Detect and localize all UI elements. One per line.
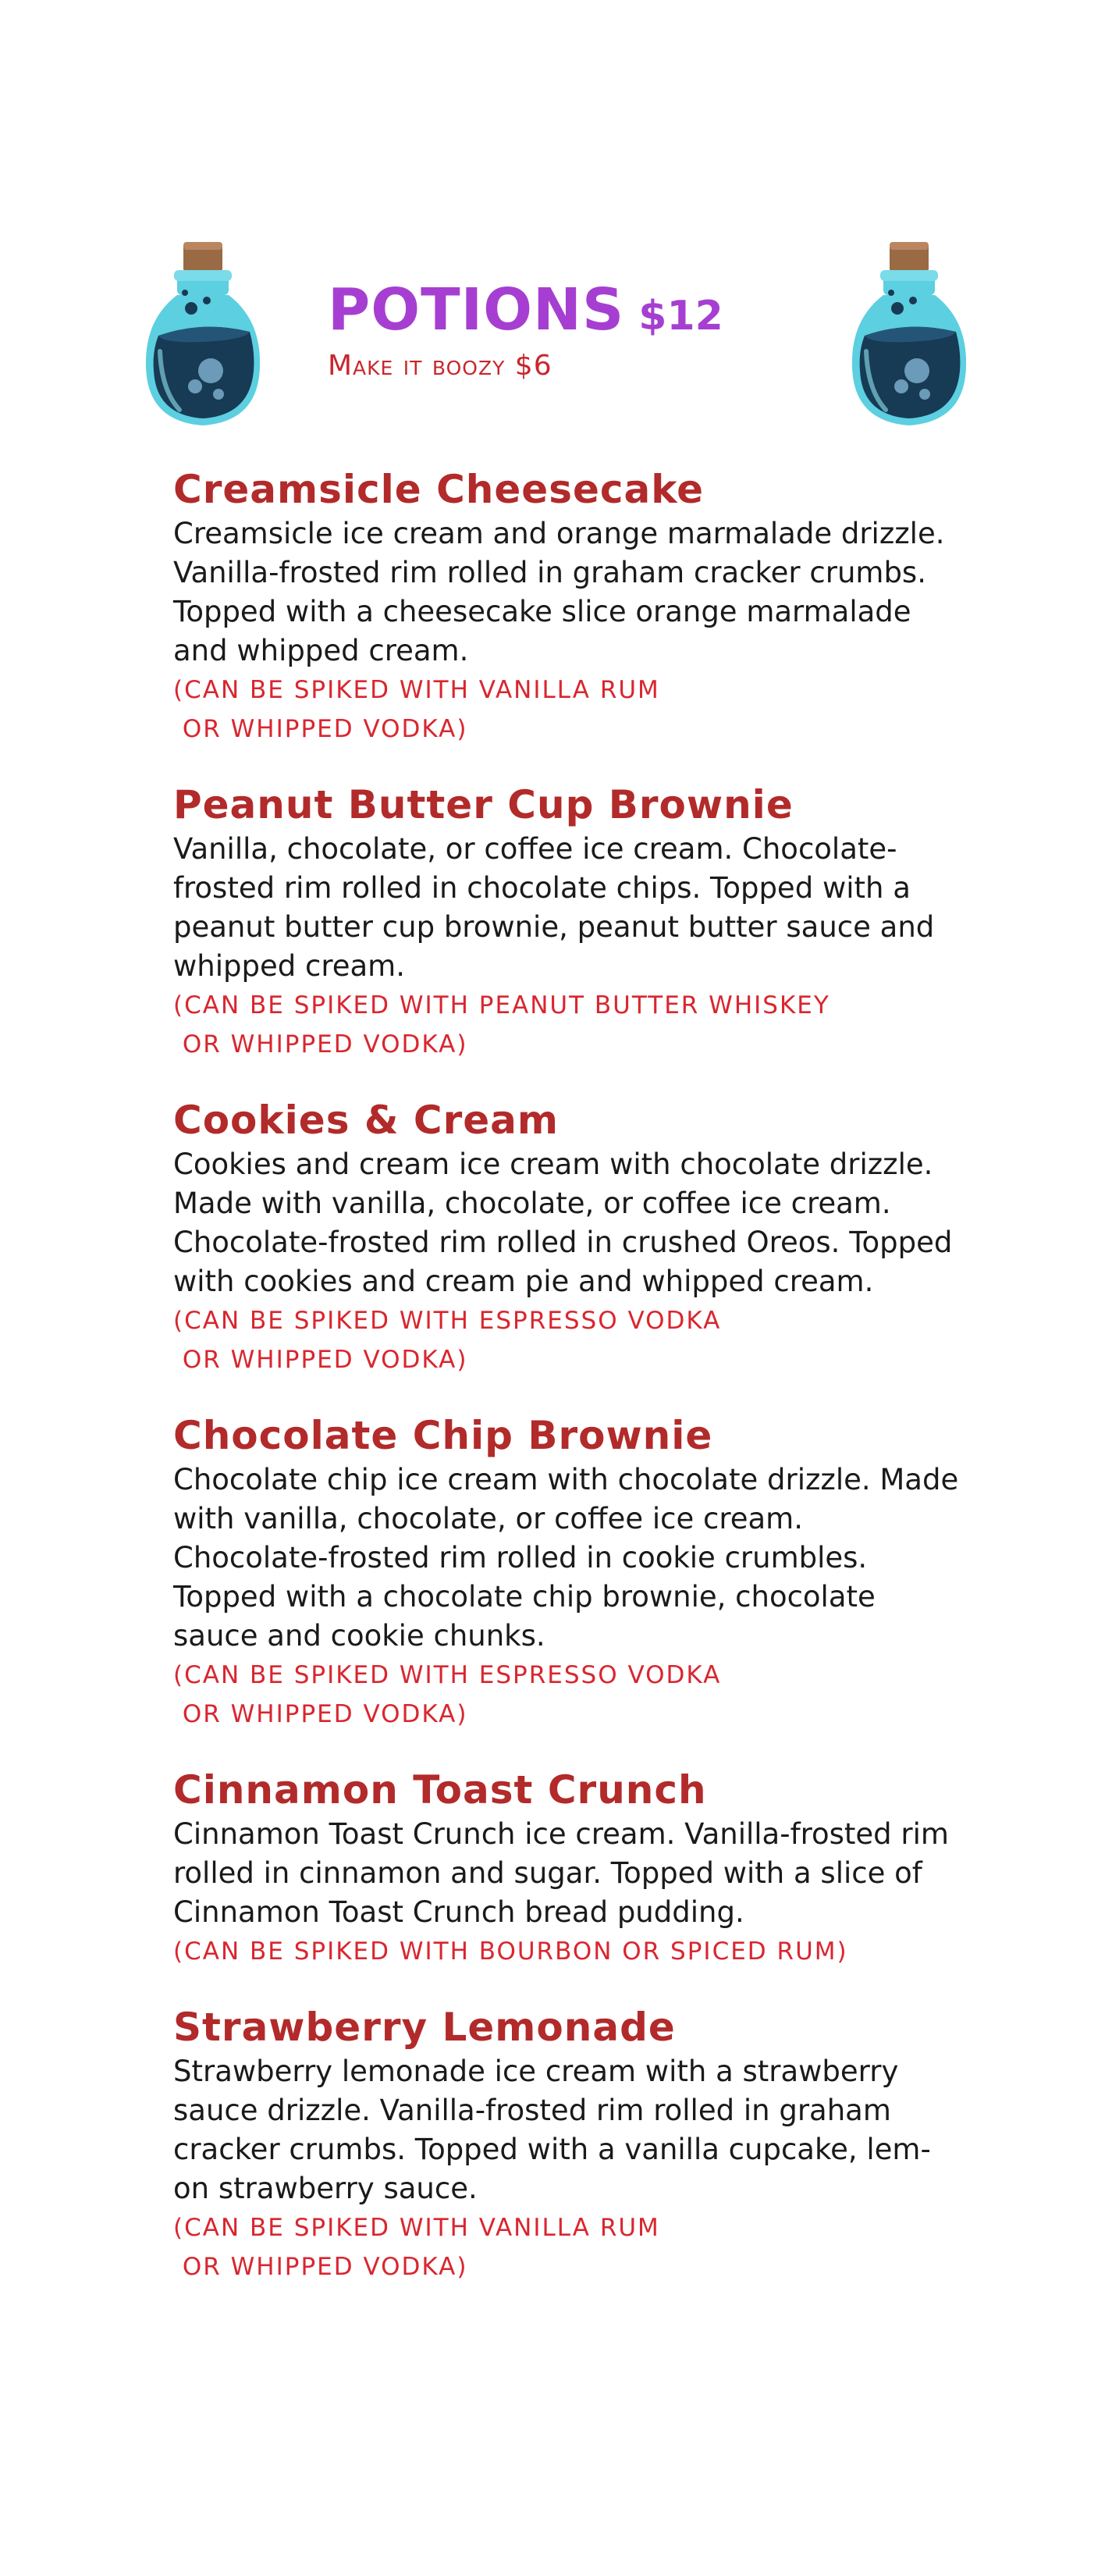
item-description: Strawberry lemonade ice cream with a strawberry sauce drizzle. Vanilla-frosted rim rolled in graham cracker crumbs. Topped with a vanilla cupcake, lem-on strawberry sauce. [173,2055,931,2205]
item-spike-note: (CAN BE SPIKED WITH PEANUT BUTTER WHISKEY OR WHIPPED VODKA) [173,991,830,1059]
menu-item [173,780,969,1064]
item-name: Peanut Butter Cup Brownie [173,782,794,827]
page-title: POTIONS [328,276,625,343]
item-description: Cinnamon Toast Crunch ice cream. Vanilla-frosted rim rolled in cinnamon and sugar. Topped with a slice of Cinnamon Toast Crunch bread pudding. [173,1817,949,1929]
potion-bottle-icon [137,234,269,437]
menu-list [173,464,969,2318]
item-description: Chocolate chip ice cream with chocolate drizzle. Made with vanilla, chocolate, or coffee ice cream. Chocolate-frosted rim rolled in cookie crumbles. Topped with a chocolate chip brownie, chocolate sauce and cookie chunks. [173,1463,959,1653]
item-description: Cookies and cream ice cream with chocolate drizzle. Made with vanilla, chocolate, or coffee ice cream. Chocolate-frosted rim rolled in crushed Oreos. Topped with cookies and cream pie and whipped cream. [173,1147,953,1298]
menu-item [173,464,969,749]
menu-item [173,1765,969,1971]
item-description: Creamsicle ice cream and orange marmalade drizzle. Vanilla-frosted rim rolled in graham cracker crumbs. Topped with a cheesecake slice orange marmalade and whipped cream. [173,517,945,667]
item-description: Vanilla, chocolate, or coffee ice cream. Chocolate-frosted rim rolled in chocolate chips. Topped with a peanut butter cup brownie, peanut butter sauce and whipped cream. [173,832,935,983]
item-name: Creamsicle Cheesecake [173,467,705,512]
item-spike-note: (CAN BE SPIKED WITH ESPRESSO VODKA OR WHIPPED VODKA) [173,1307,722,1374]
item-spike-note: (CAN BE SPIKED WITH BOURBON OR SPICED RUM) [173,1937,848,1966]
item-name: Strawberry Lemonade [173,2005,676,2050]
menu-item [173,2002,969,2286]
boozy-upgrade-note: Make it boozy $6 [328,350,552,382]
item-spike-note: (CAN BE SPIKED WITH VANILLA RUM OR WHIPPED VODKA) [173,2214,660,2281]
menu-item [173,1411,969,1734]
menu-item [173,1095,969,1379]
item-name: Cinnamon Toast Crunch [173,1767,707,1813]
price-label: $12 [638,293,723,340]
title-line [328,276,812,343]
item-name: Chocolate Chip Brownie [173,1413,713,1458]
item-spike-note: (CAN BE SPIKED WITH ESPRESSO VODKA OR WHIPPED VODKA) [173,1661,722,1728]
item-spike-note: (CAN BE SPIKED WITH VANILLA RUM OR WHIPPED VODKA) [173,676,660,743]
item-name: Cookies & Cream [173,1098,559,1143]
potion-bottle-icon [843,234,975,437]
menu-header [328,276,812,382]
